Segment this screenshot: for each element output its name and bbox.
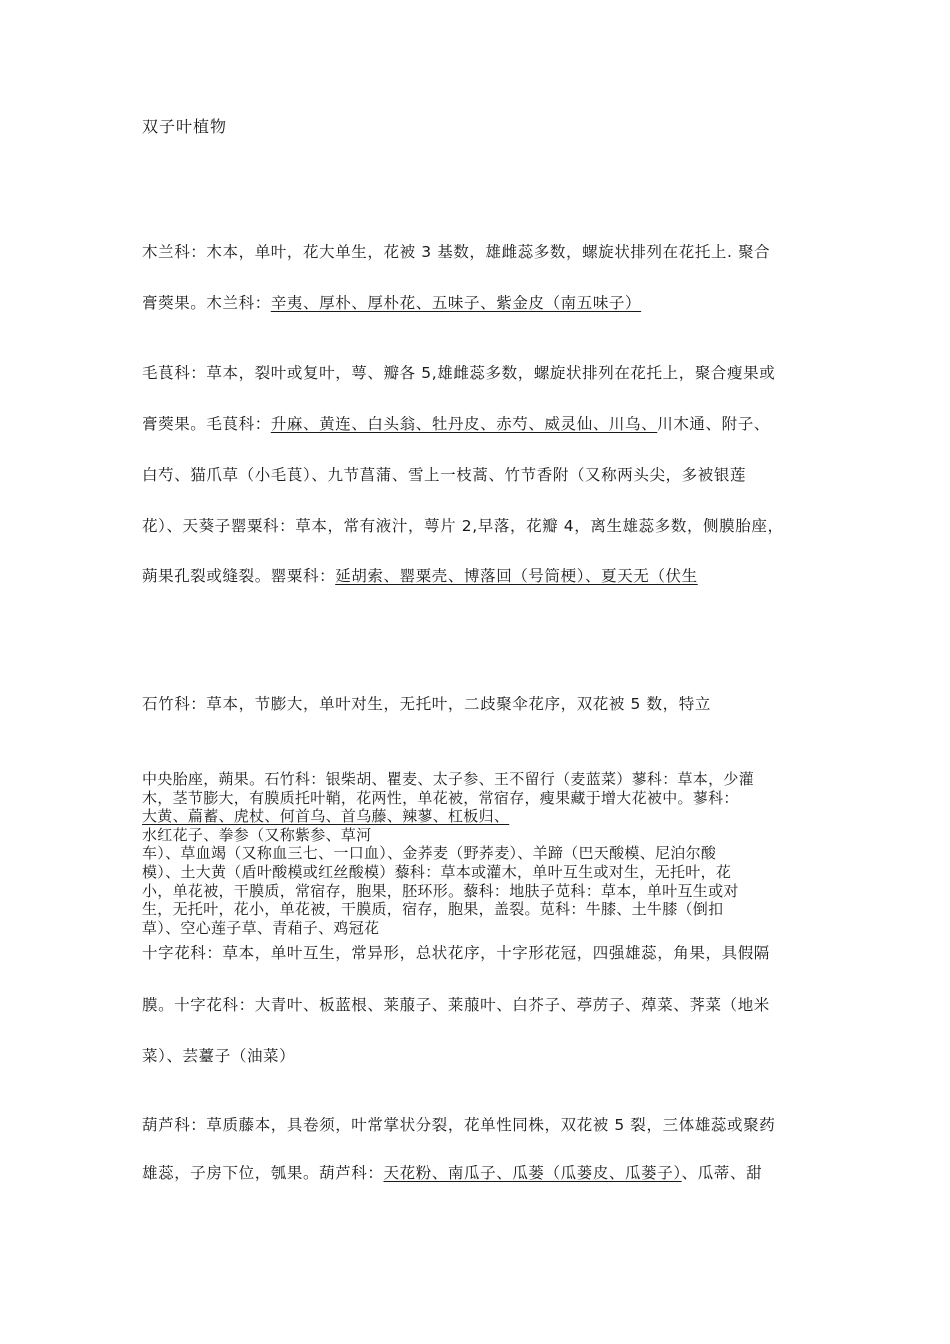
cucurbitaceae-line-2-rest: 、瓜蒂、甜 xyxy=(681,1164,763,1182)
caryophyllaceae-line-1: 石竹科：草本，节膨大，单叶对生，无托叶，二歧聚伞花序，双花被 5 数，特立 xyxy=(142,695,711,713)
dense-line: 草）、空心莲子草、青葙子、鸡冠花 xyxy=(142,918,380,937)
brassicaceae-line-2: 膜。十字花科：大青叶、板蓝根、莱菔子、莱菔叶、白芥子、葶苈子、蔊菜、荠菜（地米 xyxy=(142,996,770,1014)
ranunculaceae-line-2 xyxy=(142,412,770,434)
dense-line: 小，单花被，干膜质，常宿存，胞果，胚环形。藜科：地肤子苋科：草本，单叶互生或对 xyxy=(142,881,739,900)
ranunculaceae-line-3: 白芍、猫爪草（小毛茛）、九节菖蒲、雪上一枝蒿、竹节香附（又称两头尖，多被银莲 xyxy=(142,466,747,484)
cucurbitaceae-line-1: 葫芦科：草质藤本，具卷须，叶常掌状分裂，花单性同株，双花被 5 裂，三体雄蕊或聚药 xyxy=(142,1116,776,1134)
ranunculaceae-line-2-rest: 川木通、附子、 xyxy=(657,415,770,433)
caryophyllaceae-dense-paragraph xyxy=(142,770,814,937)
dense-line-underlined xyxy=(142,807,814,844)
papaveraceae-drug-list: 延胡索、罂粟壳、博落回（号筒梗）、夏天无（伏生 xyxy=(335,567,698,585)
magnoliaceae-line-2-prefix: 膏葖果。木兰科： xyxy=(142,294,271,312)
cucurbitaceae-line-2 xyxy=(142,1161,762,1183)
cucurbitaceae-drug-list: 天花粉、南瓜子、瓜蒌（瓜蒌皮、瓜蒌子） xyxy=(383,1164,682,1182)
dense-line: 模）、土大黄（盾叶酸模或红丝酸模）藜科：草本或灌木，单叶互生或对生，无托叶，花 xyxy=(142,862,732,881)
dense-line: 车）、草血竭（又称血三七、一口血）、金荞麦（野荞麦）、羊蹄（巴天酸模、尼泊尔酸 xyxy=(142,844,717,863)
magnoliaceae-line-1: 木兰科：木本，单叶，花大单生，花被 3 基数，雄雌蕊多数，螺旋状排列在花托上. 聚合 xyxy=(142,243,771,261)
ranunculaceae-line-2-prefix: 膏葖果。毛茛科： xyxy=(142,415,271,433)
magnoliaceae-drug-list: 辛夷、厚朴、厚朴花、五味子、紫金皮（南五味子） xyxy=(270,294,642,312)
cucurbitaceae-line-2-prefix: 雄蕊，子房下位，瓠果。葫芦科： xyxy=(142,1164,384,1182)
ranunculaceae-line-5 xyxy=(142,564,698,586)
polygonaceae-drug-list: 大黄、萹蓄、虎杖、何首乌、首乌藤、辣蓼、杠板归、 xyxy=(142,807,510,826)
ranunculaceae-line-1: 毛茛科：草本，裂叶或复叶，萼、瓣各 5,雄雌蕊多数，螺旋状排列在花托上，聚合瘦果或 xyxy=(142,364,776,382)
magnoliaceae-line-2 xyxy=(142,291,641,313)
page-title: 双子叶植物 xyxy=(142,117,228,136)
ranunculaceae-line-4: 花）、天葵子罂粟科：草本，常有液汁，萼片 2,早落，花瓣 4，离生雄蕊多数，侧膜胎座， xyxy=(142,517,784,535)
dense-line: 中央胎座，蒴果。石竹科：银柴胡、瞿麦、太子参、王不留行（麦蓝菜）蓼科：草本，少灌 xyxy=(142,770,755,788)
dense-line: 生，无托叶，花小，单花被，干膜质，宿存，胞果，盖裂。苋科：牛膝、土牛膝（倒扣 xyxy=(142,900,724,919)
brassicaceae-line-3: 菜）、芸薹子（油菜） xyxy=(142,1047,296,1065)
dense-line: 木，茎节膨大，有膜质托叶鞘，花两性，单花被，常宿存，瘦果藏于增大花被中。蓼科： xyxy=(142,788,739,807)
dense-line-rest: 水红花子、拳参（又称紫参、草河 xyxy=(142,825,372,844)
ranunculaceae-drug-list: 升麻、黄连、白头翁、牡丹皮、赤芍、威灵仙、川乌、 xyxy=(270,415,658,433)
brassicaceae-line-1: 十字花科：草本，单叶互生，常异形，总状花序，十字形花冠，四强雄蕊，角果，具假隔 xyxy=(142,944,770,962)
ranunculaceae-line-5-prefix: 蒴果孔裂或缝裂。罂粟科： xyxy=(142,567,336,585)
